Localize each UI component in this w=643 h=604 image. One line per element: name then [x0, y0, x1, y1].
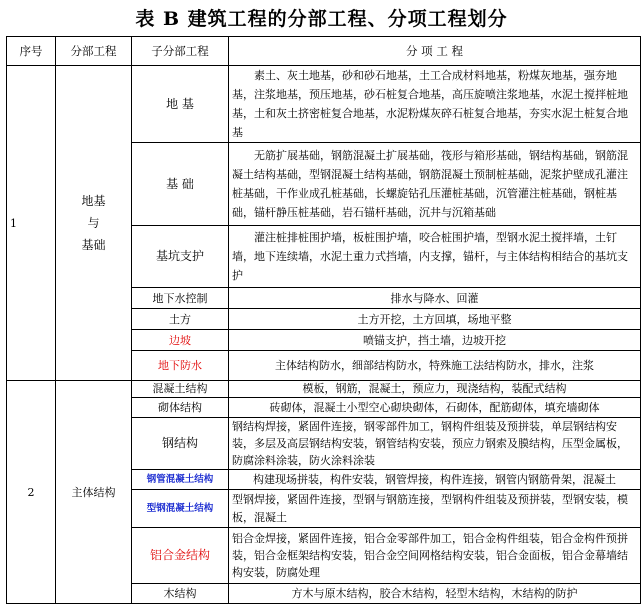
table-row — [7, 66, 641, 143]
subdivision-cell: 地 基 — [132, 66, 229, 143]
subdivision-cell: 土方 — [132, 309, 229, 330]
items-cell: 模板，钢筋，混凝土，预应力，现浇结构，装配式结构 — [229, 381, 641, 398]
division-label-line: 基础 — [81, 238, 106, 252]
subdivision-cell: 钢结构 — [132, 418, 229, 470]
subdivision-cell: 基 础 — [132, 143, 229, 226]
subdivision-cell: 型钢混凝土结构 — [132, 490, 229, 528]
subdivision-cell: 基坑支护 — [132, 226, 229, 288]
division-cell: 主体结构 — [56, 381, 132, 604]
subdivision-cell: 砌体结构 — [132, 398, 229, 418]
items-cell: 土方开挖，土方回填，场地平整 — [229, 309, 641, 330]
seq-cell: 1 — [7, 66, 56, 381]
header-division: 分部工程 — [56, 37, 132, 66]
items-cell: 灌注桩排桩围护墙，板桩围护墙，咬合桩围护墙，型钢水泥土搅拌墙，土钉墙，地下连续墙，水泥土重力式挡墙，内支撑，锚杆，与主体结构相结合的基坑支护 — [229, 226, 641, 288]
page-title: 表 B 建筑工程的分部工程、分项工程划分 — [135, 8, 508, 30]
subdivision-cell: 混凝土结构 — [132, 381, 229, 398]
header-subdivision: 子分部工程 — [132, 37, 229, 66]
table-row — [7, 381, 641, 398]
seq-cell: 2 — [7, 381, 56, 604]
subdivision-cell: 边坡 — [132, 330, 229, 351]
items-cell: 主体结构防水，细部结构防水，特殊施工法结构防水，排水，注浆 — [229, 351, 641, 381]
subdivision-cell: 地下防水 — [132, 351, 229, 381]
items-cell: 方木与原木结构，胶合木结构，轻型木结构，木结构的防护 — [229, 584, 641, 604]
items-cell: 钢结构焊接，紧固件连接，钢零部件加工，钢构件组装及预拼装，单层钢结构安装，多层及高层钢结构安装，钢管结构安装，预应力钢索及膜结构，压型金属板，防腐涂料涂装，防火涂料涂装 — [229, 418, 641, 470]
items-cell: 砖砌体，混凝土小型空心砌块砌体，石砌体，配筋砌体，填充墙砌体 — [229, 398, 641, 418]
items-cell: 铝合金焊接，紧固件连接，铝合金零部件加工，铝合金构件组装，铝合金构件预拼装，铝合金框架结构安装，铝合金空间网格结构安装，铝合金面板，铝合金幕墙结构安装，防腐处理 — [229, 528, 641, 584]
subdivision-cell: 地下水控制 — [132, 288, 229, 309]
items-cell: 素土、灰土地基，砂和砂石地基，土工合成材料地基，粉煤灰地基，强夯地基，注浆地基，预压地基，砂石桩复合地基，高压旋喷注浆地基，水泥土搅拌桩地基，土和灰土挤密桩复合地基，水泥粉煤灰碎石桩复合地基，夯实水泥土桩复合地基 — [229, 66, 641, 143]
division-label-line: 与 — [87, 216, 100, 230]
subdivision-cell: 木结构 — [132, 584, 229, 604]
subdivision-cell: 钢管混凝土结构 — [132, 470, 229, 490]
items-cell: 无筋扩展基础，钢筋混凝土扩展基础，筏形与箱形基础，钢结构基础，钢筋混凝土结构基础，型钢混凝土结构基础，钢筋混凝土预制桩基础，泥浆护壁成孔灌注桩基础，干作业成孔桩基础，长螺旋钻孔压灌桩基础，沉管灌注桩基础，钢桩基础，锚杆静压桩基础，岩石锚杆基础，沉井与沉箱基础 — [229, 143, 641, 226]
division-label-line: 地基 — [81, 194, 106, 208]
items-cell: 构建现场拼装，构件安装，钢管焊接，构件连接，钢管内钢筋骨架，混凝土 — [229, 470, 641, 490]
items-cell: 排水与降水、回灌 — [229, 288, 641, 309]
subdivision-cell: 铝合金结构 — [132, 528, 229, 584]
division-table — [6, 36, 641, 604]
items-cell: 型钢焊接，紧固件连接，型钢与钢筋连接，型钢构件组装及预拼装，型钢安装，模板，混凝土 — [229, 490, 641, 528]
items-cell: 喷锚支护，挡土墙，边坡开挖 — [229, 330, 641, 351]
header-items: 分 项 工 程 — [229, 37, 641, 66]
header-row — [7, 37, 641, 66]
division-cell — [56, 66, 132, 381]
header-seq: 序号 — [7, 37, 56, 66]
